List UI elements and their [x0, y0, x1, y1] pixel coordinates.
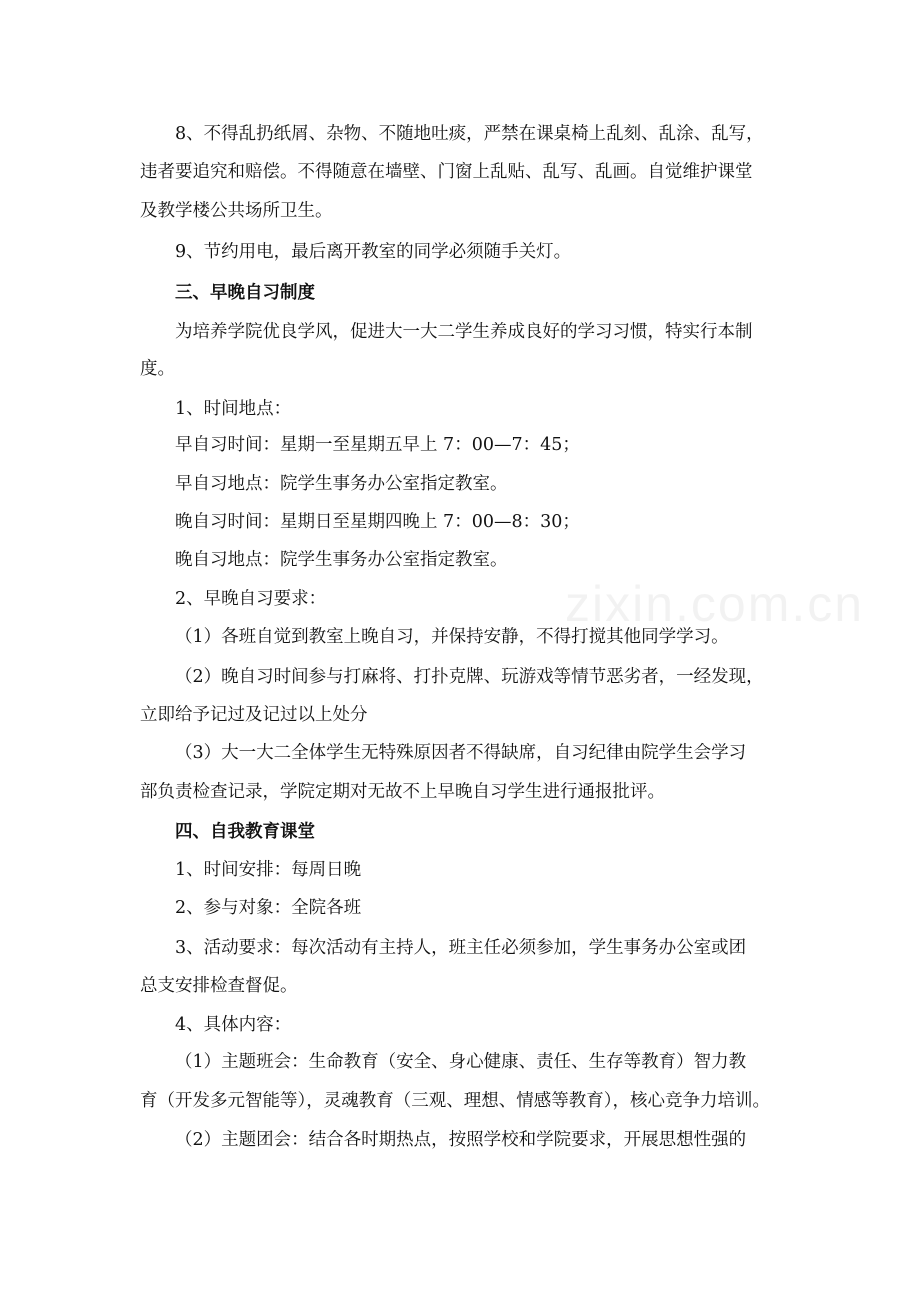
- rule-8-line-2: 违者要追究和赔偿。不得随意在墙壁、门窗上乱贴、乱写、乱画。自觉维护课堂: [140, 162, 753, 182]
- schedule: 1、时间安排：每周日晚: [175, 860, 362, 880]
- watermark: zixin.com.cn: [565, 576, 865, 632]
- activity-req-line-2: 总支安排检查督促。: [140, 976, 298, 996]
- intro-line-2: 度。: [140, 359, 175, 379]
- requirement-3-line-1: （3）大一大二全体学生无特殊原因者不得缺席，自习纪律由院学生会学习: [175, 743, 747, 763]
- league-meeting-line-1: （2）主题团会：结合各时期热点，按照学校和学院要求，开展思想性强的: [175, 1130, 747, 1150]
- rule-8-line-3: 及教学楼公共场所卫生。: [140, 201, 333, 221]
- content-heading: 4、具体内容：: [175, 1015, 292, 1035]
- requirement-1: （1）各班自觉到教室上晚自习，并保持安静，不得打搅其他同学学习。: [175, 627, 729, 647]
- class-meeting-line-2: 育（开发多元智能等），灵魂教育（三观、理想、情感等教育），核心竞争力培训。: [140, 1091, 770, 1111]
- rule-9: 9、节约用电，最后离开教室的同学必须随手关灯。: [175, 242, 572, 262]
- morning-place: 早自习地点：院学生事务办公室指定教室。: [175, 474, 508, 494]
- section-heading-3: 三、早晚自习制度: [175, 283, 315, 303]
- requirements-heading: 2、早晚自习要求：: [175, 589, 327, 609]
- evening-time: 晚自习时间：星期日至星期四晚上 7：00—8：30；: [175, 512, 580, 532]
- section-heading-4: 四、自我教育课堂: [175, 822, 315, 842]
- evening-place: 晚自习地点：院学生事务办公室指定教室。: [175, 550, 508, 570]
- requirement-2-line-2: 立即给予记过及记过以上处分: [140, 705, 368, 725]
- intro-line-1: 为培养学院优良学风，促进大一大二学生养成良好的学习习惯，特实行本制: [175, 322, 753, 342]
- requirement-2-line-1: （2）晚自习时间参与打麻将、打扑克牌、玩游戏等情节恶劣者，一经发现，: [175, 667, 764, 687]
- participants: 2、参与对象：全院各班: [175, 898, 362, 918]
- requirement-3-line-2: 部负责检查记录，学院定期对无故不上早晚自习学生进行通报批评。: [140, 782, 665, 802]
- morning-time: 早自习时间：星期一至星期五早上 7：00—7：45；: [175, 435, 580, 455]
- activity-req-line-1: 3、活动要求：每次活动有主持人，班主任必须参加，学生事务办公室或团: [175, 938, 747, 958]
- time-place-heading: 1、时间地点：: [175, 399, 292, 419]
- rule-8-line-1: 8、不得乱扔纸屑、杂物、不随地吐痰，严禁在课桌椅上乱刻、乱涂、乱写，: [175, 124, 764, 144]
- class-meeting-line-1: （1）主题班会：生命教育（安全、身心健康、责任、生存等教育）智力教: [175, 1052, 747, 1072]
